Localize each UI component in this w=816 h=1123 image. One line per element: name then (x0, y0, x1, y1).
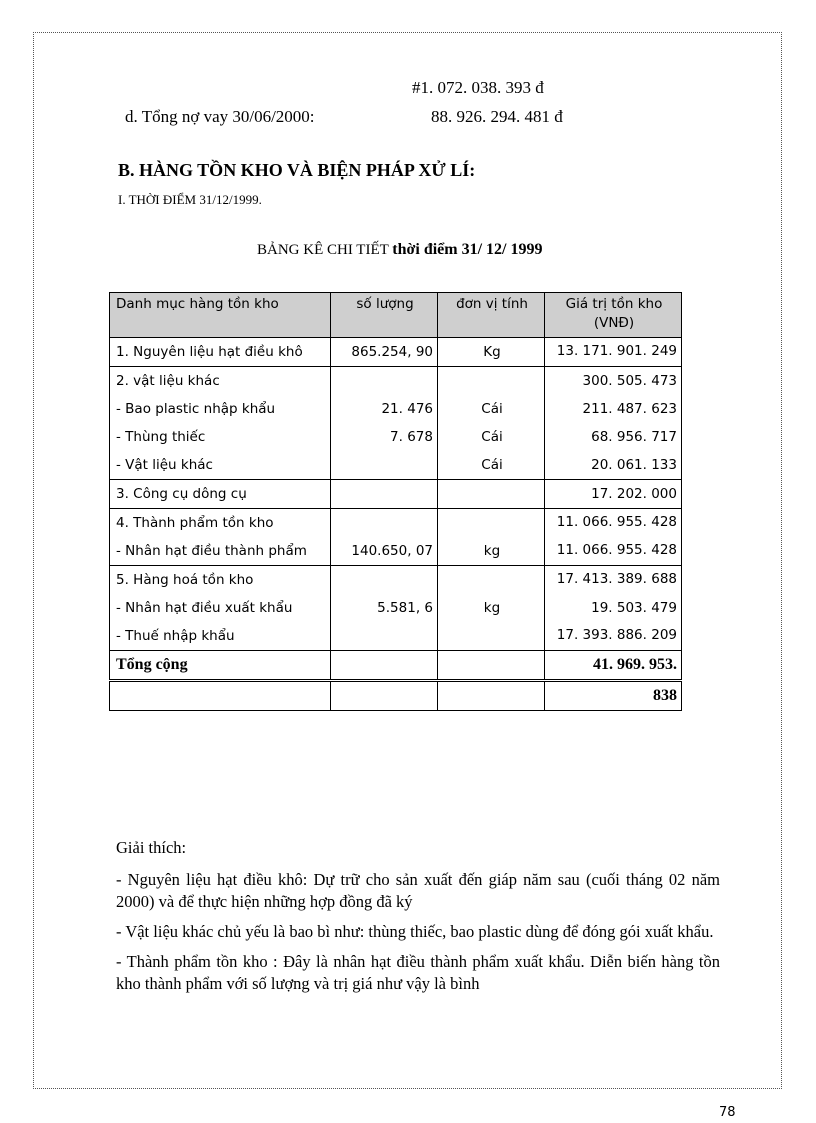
note-item: - Nguyên liệu hạt điều khô: Dự trữ cho sản xuất đến giáp năm sau (cuối tháng 02 năm 2000) và để thực hiện những hợp đồng đã ký (116, 870, 720, 911)
row2-unit: Cái (481, 401, 503, 417)
inventory-table (109, 292, 682, 711)
total-line: #1. 072. 038. 393 đ (412, 78, 544, 97)
row5-qty: 5.581, 6 (377, 600, 433, 616)
total-value-part2: 838 (653, 687, 677, 704)
row1-name: 1. Nguyên liệu hạt điều khô (116, 344, 303, 360)
table-row (110, 509, 682, 566)
row2-value: 68. 956. 717 (591, 429, 677, 445)
row5-value: 17. 393. 886. 209 (556, 627, 677, 643)
section-heading: B. HÀNG TỒN KHO VÀ BIỆN PHÁP XỬ LÍ: (118, 160, 476, 180)
row5-value: 19. 503. 479 (591, 600, 677, 616)
note-item: - Vật liệu khác chủ yếu là bao bì như: thùng thiếc, bao plastic dùng để đóng gói xuất khẩu. (116, 922, 714, 941)
row4-value: 11. 066. 955. 428 (556, 514, 677, 530)
row3-name: 3. Công cụ dông cụ (116, 486, 247, 502)
row5-value: 17. 413. 389. 688 (556, 571, 677, 587)
row2-name: - Vật liệu khác (116, 457, 213, 473)
row5-name: - Nhân hạt điều xuất khẩu (116, 600, 293, 616)
debt-value: 88. 926. 294. 481 đ (431, 107, 563, 126)
row4-name: - Nhân hạt điều thành phẩm (116, 543, 307, 559)
row1-unit: Kg (483, 344, 501, 360)
total-label: Tổng cộng (116, 656, 188, 673)
row2-name: - Thùng thiếc (116, 429, 206, 445)
row4-unit: kg (483, 543, 501, 559)
notes-title: Giải thích: (116, 838, 187, 857)
row2-value: 211. 487. 623 (582, 401, 677, 417)
table-row (110, 480, 682, 509)
row2-name: - Bao plastic nhập khẩu (116, 401, 276, 417)
table-caption (257, 241, 542, 259)
debt-label: d. Tổng nợ vay 30/06/2000: (125, 107, 315, 126)
header-quantity: số lượng (331, 293, 438, 338)
subheading: I. THỜI ĐIỂM 31/12/1999. (118, 192, 262, 207)
row5-name: - Thuế nhập khẩu (116, 628, 235, 644)
note-item: - Thành phẩm tồn kho : Đây là nhân hạt điều thành phẩm xuất khẩu. Diễn biến hàng tồn kho thành phẩm với số lượng và trị giá như vậy là bình (116, 952, 720, 993)
table-caption-suffix: thời điểm 31/ 12/ 1999 (392, 241, 543, 258)
total-continuation-row (110, 681, 682, 711)
row5-name: 5. Hàng hoá tồn kho (116, 572, 254, 588)
notes-section (116, 837, 720, 1003)
row1-qty: 865.254, 90 (351, 344, 433, 360)
header-category: Danh mục hàng tồn kho (110, 293, 331, 338)
row4-qty: 140.650, 07 (351, 543, 433, 559)
row1-value: 13. 171. 901. 249 (556, 343, 677, 359)
total-value-part1: 41. 969. 953. (593, 656, 677, 673)
table-row (110, 566, 682, 651)
row2-qty: 21. 476 (381, 401, 433, 417)
page-number: 78 (719, 1105, 736, 1120)
row2-value: 300. 505. 473 (582, 373, 677, 389)
row2-name: 2. vật liệu khác (116, 373, 220, 389)
row2-unit: Cái (481, 457, 503, 473)
row4-name: 4. Thành phẩm tồn kho (116, 515, 274, 531)
total-row (110, 651, 682, 681)
row5-unit: kg (483, 600, 501, 616)
table-caption-prefix: BẢNG KÊ CHI TIẾT (257, 242, 389, 258)
row2-value: 20. 061. 133 (591, 457, 677, 473)
header-unit: đơn vị tính (438, 293, 545, 338)
row2-qty: 7. 678 (390, 429, 433, 445)
row4-value: 11. 066. 955. 428 (556, 542, 677, 558)
row3-value: 17. 202. 000 (591, 486, 677, 502)
row2-unit: Cái (481, 429, 503, 445)
header-value: Giá trị tồn kho (VNĐ) (545, 293, 682, 338)
table-header-row (110, 293, 682, 338)
table-row (110, 338, 682, 367)
table-row (110, 367, 682, 480)
